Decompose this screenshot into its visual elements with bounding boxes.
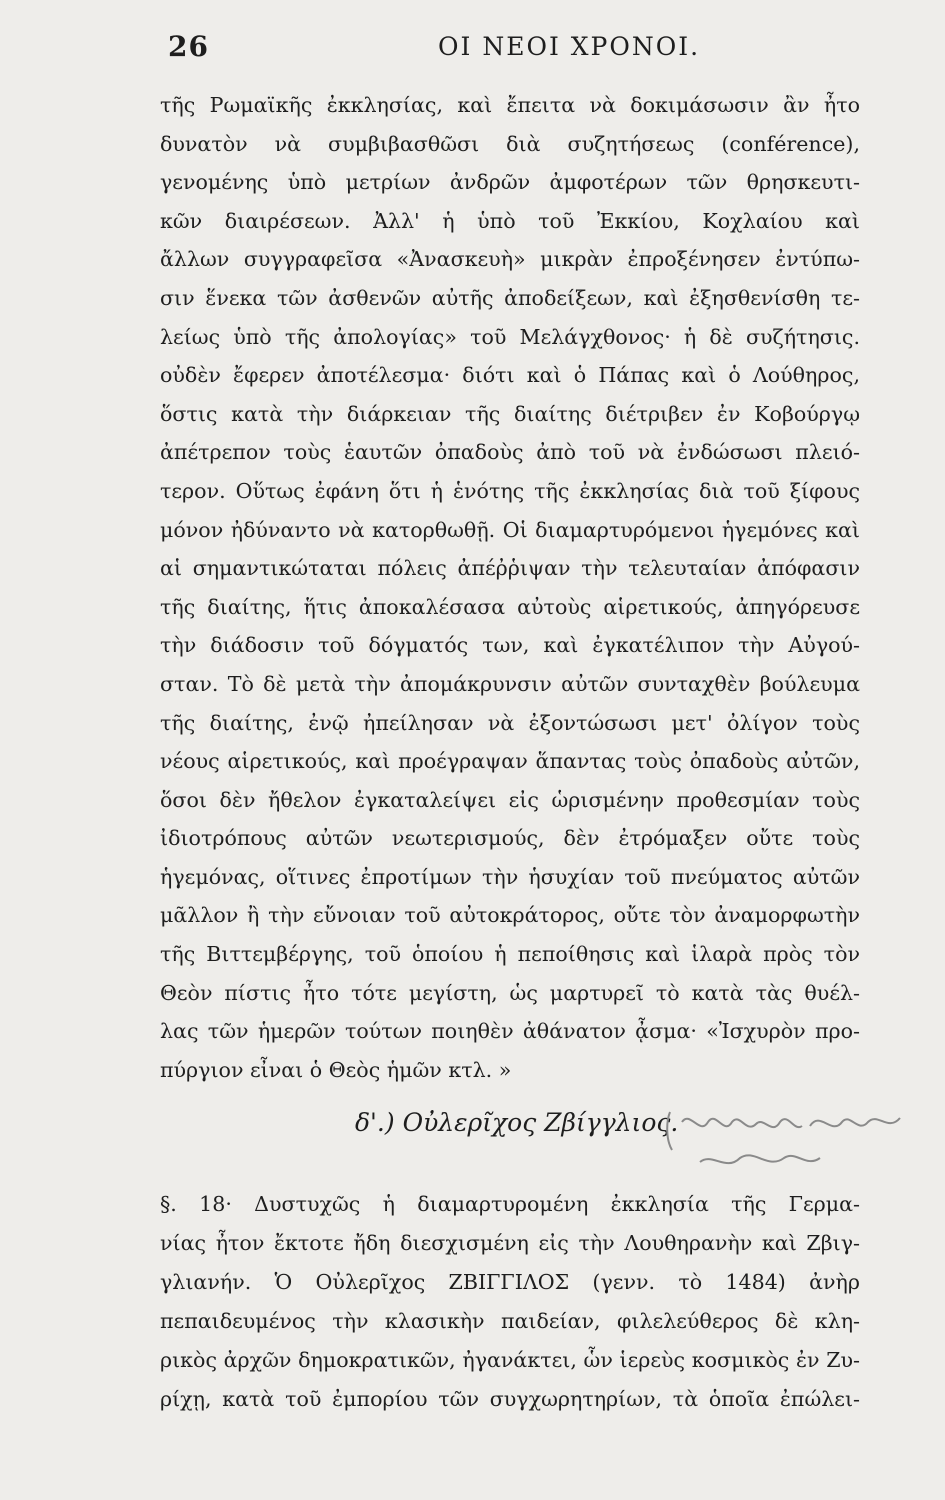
text-line: σταν. Τὸ δὲ μετὰ τὴν ἀπομάκρυνσιν αὐτῶν συνταχθὲν βούλευμα [160,671,860,696]
text-line: ὅστις κατὰ τὴν διάρκειαν τῆς διαίτης διέτριβεν ἐν Κοβούργῳ [160,401,860,426]
text-line: νίας ἦτον ἔκτοτε ἤδη διεσχισμένη εἰς τὴν Λουθηρανὴν καὶ Ζβιγ- [160,1231,860,1255]
body-paragraph [160,86,860,1089]
text-line: τὴν διάδοσιν τοῦ δόγματός των, καὶ ἐγκατέλιπον τὴν Αὐγού- [160,633,860,658]
text-line: τῆς Ρωμαϊκῆς ἐκκλησίας, καὶ ἔπειτα νὰ δοκιμάσωσιν ἂν ἦτο [160,93,860,117]
page-number: 26 [168,30,209,63]
text-line: τῆς διαίτης, ἥτις ἀποκαλέσασα αὐτοὺς αἱρετικούς, ἀπηγόρευσε [160,594,860,619]
text-line: μᾶλλον ἢ τὴν εὔνοιαν τοῦ αὐτοκράτορος, οὔτε τὸν ἀναμορφωτὴν [160,903,860,928]
running-title: ΟΙ ΝΕΟΙ ΧΡΟΝΟΙ. [438,32,701,61]
text-line: λείως ὑπὸ τῆς ἀπολογίας» τοῦ Μελάγχθονος· ἡ δὲ συζήτησις. [160,324,860,349]
text-line: γλιανήν. Ὁ Οὐλερῖχος ΖΒΙΓΓΙΛΟΣ (γενν. τὸ 1484) ἀνὴρ [160,1270,860,1294]
text-line: §. 18· Δυστυχῶς ἡ διαμαρτυρομένη ἐκκλησία τῆς Γερμα- [160,1192,860,1216]
text-line: πύργιον εἶναι ὁ Θεὸς ἡμῶν κτλ. » [160,1057,512,1082]
text-line: ἰδιοτρόπους αὐτῶν νεωτερισμούς, δὲν ἐτρόμαξεν οὔτε τοὺς [160,826,860,851]
text-line: μόνον ἠδύναντο νὰ κατορθωθῇ. Οἱ διαμαρτυρόμενοι ἡγεμόνες καὶ [160,517,860,542]
page-header [0,30,945,70]
text-line: ἀπέτρεπον τοὺς ἑαυτῶν ὀπαδοὺς ἀπὸ τοῦ νὰ ἐνδώσωσι πλειό- [160,440,860,465]
section-subheading: δ'.) Οὐλερῖχος Ζβίγγλιος. [355,1108,679,1137]
text-line: ρικὸς ἀρχῶν δημοκρατικῶν, ἠγανάκτει, ὧν ἱερεὺς κοσμικὸς ἐν Ζυ- [160,1348,860,1372]
text-line: τερον. Οὕτως ἐφάνη ὅτι ἡ ἑνότης τῆς ἐκκλησίας διὰ τοῦ ξίφους [160,478,860,503]
text-line: σιν ἕνεκα τῶν ἀσθενῶν αὐτῆς ἀποδείξεων, καὶ ἐξησθενίσθη τε- [160,285,860,310]
section-18-paragraph [160,1185,860,1419]
text-line: δυνατὸν νὰ συμβιβασθῶσι διὰ συζητήσεως (conférence), [160,131,860,156]
text-line: ἄλλων συγγραφεῖσα «Ἀνασκευὴ» μικρὰν ἐπροξένησεν ἐντύπω- [160,247,860,272]
text-line: τῆς Βιττεμβέργης, τοῦ ὁποίου ἡ πεποίθησις καὶ ἱλαρὰ πρὸς τὸν [160,942,860,967]
text-line: αἱ σημαντικώταται πόλεις ἀπέῤῥιψαν τὴν τελευταίαν ἀπόφασιν [160,556,860,581]
text-line: νέους αἱρετικούς, καὶ προέγραψαν ἅπαντας τοὺς ὀπαδοὺς αὐτῶν, [160,749,860,774]
text-line: πεπαιδευμένος τὴν κλασικὴν παιδείαν, φιλελεύθερος δὲ κλη- [160,1309,860,1333]
text-line: οὐδὲν ἔφερεν ἀποτέλεσμα· διότι καὶ ὁ Πάπας καὶ ὁ Λούθηρος, [160,363,860,388]
text-line: ἡγεμόνας, οἵτινες ἐπροτίμων τὴν ἡσυχίαν τοῦ πνεύματος αὐτῶν [160,864,860,889]
text-line: Θεὸν πίστις ἦτο τότε μεγίστη, ὡς μαρτυρεῖ τὸ κατὰ τὰς θυέλ- [160,980,860,1005]
text-line: γενομένης ὑπὸ μετρίων ἀνδρῶν ἀμφοτέρων τῶν θρησκευτι- [160,170,860,195]
text-line: κῶν διαιρέσεων. Ἀλλ' ἡ ὑπὸ τοῦ Ἐκκίου, Κοχλαίου καὶ [160,208,860,233]
handwritten-annotation [660,1092,920,1182]
text-line: λας τῶν ἡμερῶν τούτων ποιηθὲν ἀθάνατον ᾆσμα· «Ἰσχυρὸν προ- [160,1019,860,1044]
text-line: ὅσοι δὲν ἤθελον ἐγκαταλείψει εἰς ὡρισμένην προθεσμίαν τοὺς [160,787,860,812]
text-line: τῆς διαίτης, ἐνῷ ἠπείλησαν νὰ ἐξοντώσωσι μετ' ὀλίγον τοὺς [160,710,860,735]
text-line: ρίχῃ, κατὰ τοῦ ἐμπορίου τῶν συγχωρητηρίων, τὰ ὁποῖα ἐπώλει- [160,1387,860,1411]
